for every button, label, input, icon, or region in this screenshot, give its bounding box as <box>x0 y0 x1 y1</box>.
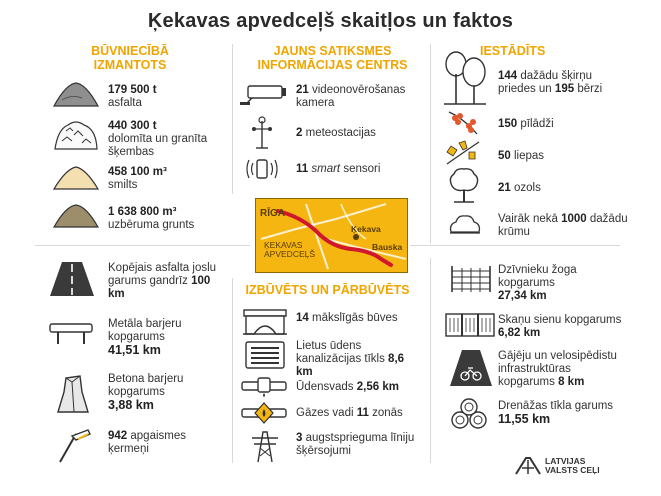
lvc-logo-icon <box>514 456 542 476</box>
built-label-2: zonās <box>372 407 403 419</box>
planted-value: 144 <box>498 70 518 82</box>
planted-lindens <box>498 150 628 163</box>
metal-barrier-icon <box>48 318 94 346</box>
traffic-label: videonovērošanas kamera <box>296 84 406 109</box>
bridge-icon <box>242 306 288 336</box>
road-label: apgaismes ķermeņi <box>108 430 187 455</box>
fence-label: Drenāžas tīkla garums <box>498 400 614 412</box>
built-value: 3 <box>296 432 303 444</box>
traffic-sensors <box>296 163 426 176</box>
fence-value: 27,34 km <box>498 290 547 302</box>
animal-fence-icon <box>448 264 494 294</box>
linden-icon <box>443 138 483 168</box>
rowan-icon <box>443 108 483 138</box>
camera-icon <box>238 83 288 107</box>
weather-station-icon <box>250 115 274 149</box>
planted-value: 21 <box>498 182 511 194</box>
planted-value-2: 195 <box>554 83 575 95</box>
road-label: Kopējais asfalta joslu garums gandrīz <box>108 262 217 287</box>
traffic-weather <box>296 127 426 140</box>
planted-label: dažādu šķirņu priedes un <box>498 70 592 95</box>
divider <box>410 245 620 246</box>
planted-value: 150 <box>498 118 518 130</box>
route-map <box>255 198 408 273</box>
planted-label: pīlādži <box>520 118 554 130</box>
material-label: asfalta <box>108 97 142 109</box>
map-label-kekava: Ķekava <box>351 224 381 234</box>
section-materials-title: BŪVNIECĪBĀ IZMANTOTS <box>91 44 169 72</box>
road-asphalt-lanes <box>108 262 228 301</box>
planted-prefix: Vairāk nekā <box>498 213 558 225</box>
road-metal-barriers <box>108 318 218 358</box>
planted-value: 1000 <box>561 213 587 225</box>
fence-value: 8 km <box>558 376 585 388</box>
planted-oaks <box>498 182 628 195</box>
bike-path-icon <box>448 348 494 388</box>
section-built-title: IZBŪVĒTS UN PĀRBŪVĒTS <box>245 283 410 297</box>
gas-pipe-icon <box>240 402 288 424</box>
road-concrete-barriers <box>108 373 218 413</box>
soil-pile-icon <box>52 201 100 229</box>
built-value: 8,6 km <box>296 353 405 378</box>
map-label-bypass-1: ĶEKAVAS <box>264 240 303 250</box>
divider <box>430 44 431 244</box>
built-gas-lines <box>296 407 426 420</box>
material-asphalt <box>108 84 223 110</box>
map-label-riga: RĪGA <box>260 208 285 219</box>
map-label-bypass-2: APVEDCEĻŠ <box>264 249 316 259</box>
planted-rowans <box>498 118 628 131</box>
traffic-value: 21 <box>296 84 309 96</box>
fence-drainage <box>498 400 623 427</box>
fence-label: Skaņu sienu kopgarums <box>498 314 622 326</box>
oak-icon <box>446 166 482 204</box>
traffic-label: sensori <box>343 163 381 175</box>
traffic-label-italic: smart <box>311 163 341 175</box>
page-title: Ķekavas apvedceļš skaitļos un faktos <box>147 10 514 32</box>
noise-wall-icon <box>444 310 496 340</box>
planted-shrubs <box>498 213 628 239</box>
material-sand <box>108 166 228 192</box>
fence-label: Dzīvnieku žoga kopgarums <box>498 264 577 289</box>
traffic-label: meteostacijas <box>305 127 376 139</box>
asphalt-pile-icon <box>52 80 100 108</box>
drain-grate-icon <box>244 340 286 370</box>
planted-label: liepas <box>514 150 545 162</box>
built-storm-sewer <box>296 340 421 379</box>
map-label-bauska: Bauska <box>372 242 403 252</box>
built-label: Ūdensvads <box>296 381 354 393</box>
material-gravel <box>108 120 228 159</box>
water-pipe-icon <box>240 376 288 398</box>
planted-value: 50 <box>498 150 511 162</box>
traffic-cameras <box>296 84 426 110</box>
road-label: Betona barjeru kopgarums <box>108 373 184 398</box>
built-label: augstsprieguma līniju šķērsojumi <box>296 432 415 457</box>
section-traffic-title: JAUNS SATIKSMES INFORMĀCIJAS CENTRS <box>257 44 408 72</box>
fence-value: 6,82 km <box>498 327 541 339</box>
road-value: 100 km <box>108 275 211 300</box>
lvc-logo-text <box>545 457 600 475</box>
shrub-icon <box>448 212 482 236</box>
material-value: 458 100 m³ <box>108 166 167 178</box>
smart-sensor-icon <box>246 155 278 183</box>
planted-label-2: bērzi <box>577 83 603 95</box>
sand-pile-icon <box>52 163 100 191</box>
built-label: mākslīgās būves <box>312 312 398 324</box>
divider <box>232 44 233 194</box>
fence-animal <box>498 264 623 303</box>
divider <box>35 245 250 246</box>
map-label-bypass <box>264 241 315 259</box>
logo-line-2: VALSTS CEĻI <box>545 465 600 475</box>
material-soil <box>108 206 228 232</box>
built-structures <box>296 312 426 325</box>
planted-label: ozols <box>514 182 541 194</box>
built-value: 2,56 km <box>356 381 399 393</box>
road-value: 3,88 km <box>108 398 154 412</box>
built-label: Gāzes vadi <box>296 407 354 419</box>
pine-birch-icon <box>440 48 490 106</box>
material-label: uzbēruma grunts <box>108 219 195 231</box>
built-value: 11 <box>356 407 369 419</box>
planted-pines-birches <box>498 70 628 96</box>
road-label: Metāla barjeru kopgarums <box>108 318 182 343</box>
built-label: Lietus ūdens kanalizācijas tīkls <box>296 340 385 365</box>
traffic-value: 11 <box>296 163 309 175</box>
material-value: 440 300 t <box>108 120 157 132</box>
fence-label: Gājēju un velosipēdistu infrastruktūras kopgarums <box>498 350 617 388</box>
traffic-value: 2 <box>296 127 303 139</box>
gravel-pile-icon <box>52 117 100 151</box>
section-planted-title: IESTĀDĪTS <box>480 44 546 58</box>
road-value: 41,51 km <box>108 343 161 357</box>
built-water-supply <box>296 381 426 394</box>
divider <box>430 258 431 463</box>
built-power-crossings <box>296 432 421 458</box>
road-value: 942 <box>108 430 128 442</box>
road-lanes-icon <box>48 260 96 298</box>
built-value: 14 <box>296 312 309 324</box>
drainage-pipes-icon <box>448 398 492 430</box>
fence-value: 11,55 km <box>498 412 551 426</box>
concrete-barrier-icon <box>50 374 94 414</box>
power-line-icon <box>248 428 282 464</box>
divider <box>232 278 233 463</box>
material-value: 179 500 t <box>108 84 157 96</box>
material-value: 1 638 800 m³ <box>108 206 177 218</box>
material-label: dolomīta un granīta šķembas <box>108 133 208 158</box>
logo-line-1: LATVIJAS <box>545 456 586 466</box>
road-lights <box>108 430 228 456</box>
street-lamp-icon <box>54 424 94 464</box>
material-label: smilts <box>108 179 138 191</box>
fence-bike-pedestrian <box>498 350 623 389</box>
fence-noise-walls <box>498 314 623 340</box>
planted-label: dažādu krūmu <box>498 213 628 238</box>
